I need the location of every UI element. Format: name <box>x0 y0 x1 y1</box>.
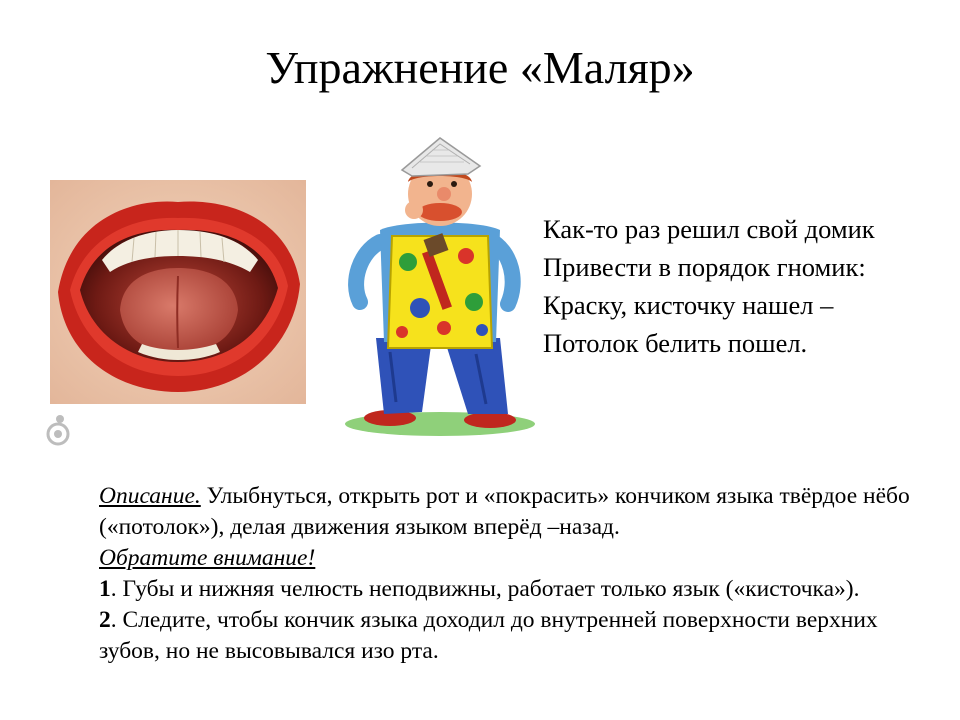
mouth-photo <box>50 180 306 404</box>
poem-line: Потолок белить пошел. <box>543 328 808 358</box>
painter-gnome-illustration <box>340 132 550 442</box>
point-item <box>99 574 919 605</box>
description-text: Улыбнуться, открыть рот и «покрасить» кончиком языка твёрдое нёбо («потолок»), делая движения языком вперёд –назад. <box>99 483 910 540</box>
exercise-description <box>99 481 919 667</box>
point-number: 1 <box>99 576 111 602</box>
description-paragraph <box>99 481 919 543</box>
point-item <box>99 605 919 667</box>
poem-line: Привести в порядок гномик: <box>543 252 866 282</box>
point-text: . Следите, чтобы кончик языка доходил до внутренней поверхности верхних зубов, но не высовывался изо рта. <box>99 607 878 664</box>
poem-line: Как-то раз решил свой домик <box>543 214 875 244</box>
point-number: 2 <box>99 607 111 633</box>
description-label: Описание. <box>99 483 201 509</box>
attention-label: Обратите внимание! <box>99 545 316 571</box>
slide-title: Упражнение «Маляр» <box>265 42 695 93</box>
poem-line: Краску, кисточку нашел – <box>543 290 834 320</box>
point-text: . Губы и нижняя челюсть неподвижны, работает только язык («кисточка»). <box>110 576 860 602</box>
attention-paragraph <box>99 543 919 574</box>
poem <box>543 210 953 362</box>
watermark-logo-icon <box>40 412 76 448</box>
